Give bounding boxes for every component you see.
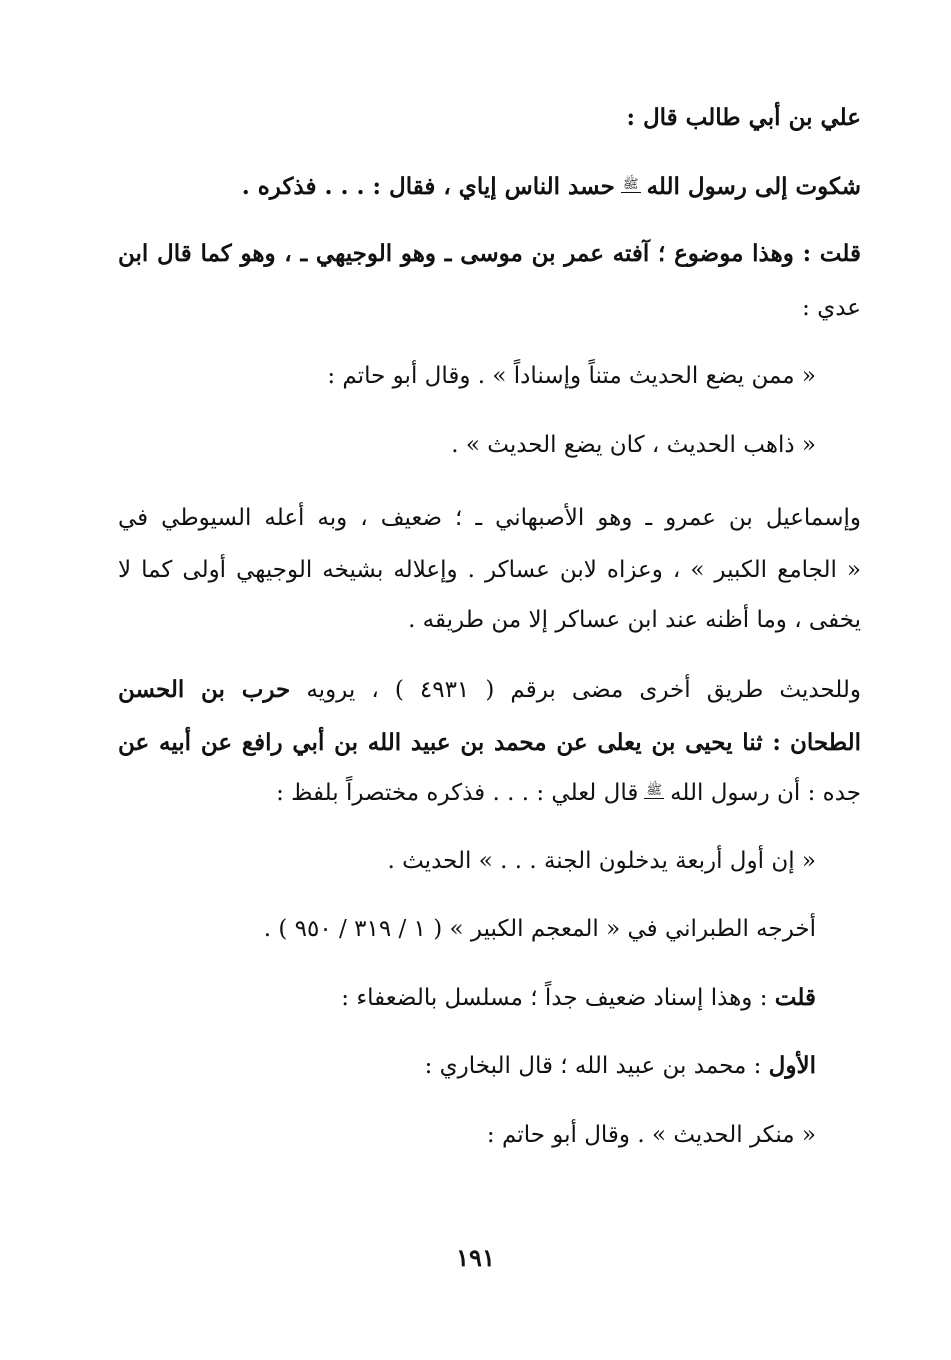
text-line-9	[408, 605, 861, 635]
salutation-seal: ﷺ	[622, 177, 639, 192]
text-line-4-content: عدي :	[802, 295, 861, 321]
text-line-14	[264, 914, 816, 944]
text-line-12-end: قال لعلي : . . . فذكره مختصراً بلفظ :	[276, 780, 639, 806]
quote-line-5	[327, 361, 816, 391]
text-line-16	[425, 1051, 816, 1081]
text-line-10	[118, 675, 861, 705]
text-line-7-content: وإسماعيل بن عمرو ـ وهو الأصبهاني ـ ؛ ضعيف ، وبه أعله السيوطي في	[118, 505, 861, 531]
quote-line-6	[451, 430, 816, 460]
text-line-4	[802, 293, 861, 323]
text-line-8	[118, 555, 861, 585]
quote-line-17-content: « منكر الحديث » . وقال أبو حاتم :	[486, 1122, 816, 1148]
text-line-10-name: حرب بن الحسن	[118, 676, 291, 703]
text-line-10-start: وللحديث طريق أخرى مضى برقم ( ٤٩٣١ ) ، يرويه	[306, 677, 862, 703]
text-line-16-rest: : محمد بن عبيد الله ؛ قال البخاري :	[424, 1053, 762, 1079]
text-line-14-content: أخرجه الطبراني في « المعجم الكبير » ( ١ / ٣١٩ / ٩٥٠ ) .	[263, 916, 816, 942]
quote-line-6-content: « ذاهب الحديث ، كان يضع الحديث » .	[451, 432, 816, 458]
quote-line-13-content: « إن أول أربعة يدخلون الجنة . . . » الحديث .	[387, 848, 816, 874]
text-line-11-rest: : ثنا يحيى بن يعلى عن محمد بن عبيد الله بن أبي رافع عن أبيه عن	[118, 729, 781, 756]
quote-line-13	[387, 846, 816, 876]
text-line-11	[118, 728, 861, 758]
text-line-15-rest: : وهذا إسناد ضعيف جداً ؛ مسلسل بالضعفاء :	[341, 985, 768, 1011]
text-line-7	[118, 503, 861, 533]
text-line-12-start: جده : أن رسول الله	[670, 780, 861, 806]
text-line-12	[276, 778, 861, 808]
quote-line-5-content: « ممن يضع الحديث متناً وإسناداً » . وقال أبو حاتم :	[327, 363, 816, 389]
text-line-2-start: شكوت إلى رسول الله	[646, 173, 861, 200]
page-number: ١٩١	[456, 1243, 495, 1272]
salutation-seal: ﷺ	[646, 783, 663, 798]
text-line-2-end: حسد الناس إياي ، فقال : . . . فذكره .	[241, 173, 615, 200]
text-line-9-content: يخفى ، وما أظنه عند ابن عساكر إلا من طريقه .	[408, 607, 861, 633]
text-line-15-label: قلت	[774, 984, 816, 1011]
text-line-2	[242, 172, 861, 202]
text-line-1	[626, 103, 861, 133]
text-line-15	[341, 983, 816, 1013]
text-line-8-content: « الجامع الكبير » ، وعزاه لابن عساكر . وإعلاله بشيخه الوجيهي أولى كما لا	[118, 557, 861, 583]
text-line-1-content: علي بن أبي طالب قال :	[626, 104, 861, 131]
text-line-16-label: الأول	[768, 1052, 816, 1079]
text-line-11-name: الطحان	[789, 729, 861, 756]
text-line-3	[118, 239, 861, 269]
text-line-3-content: قلت : وهذا موضوع ؛ آفته عمر بن موسى ـ وهو الوجيهي ـ ، وهو كما قال ابن	[118, 240, 861, 267]
quote-line-17	[487, 1120, 816, 1150]
